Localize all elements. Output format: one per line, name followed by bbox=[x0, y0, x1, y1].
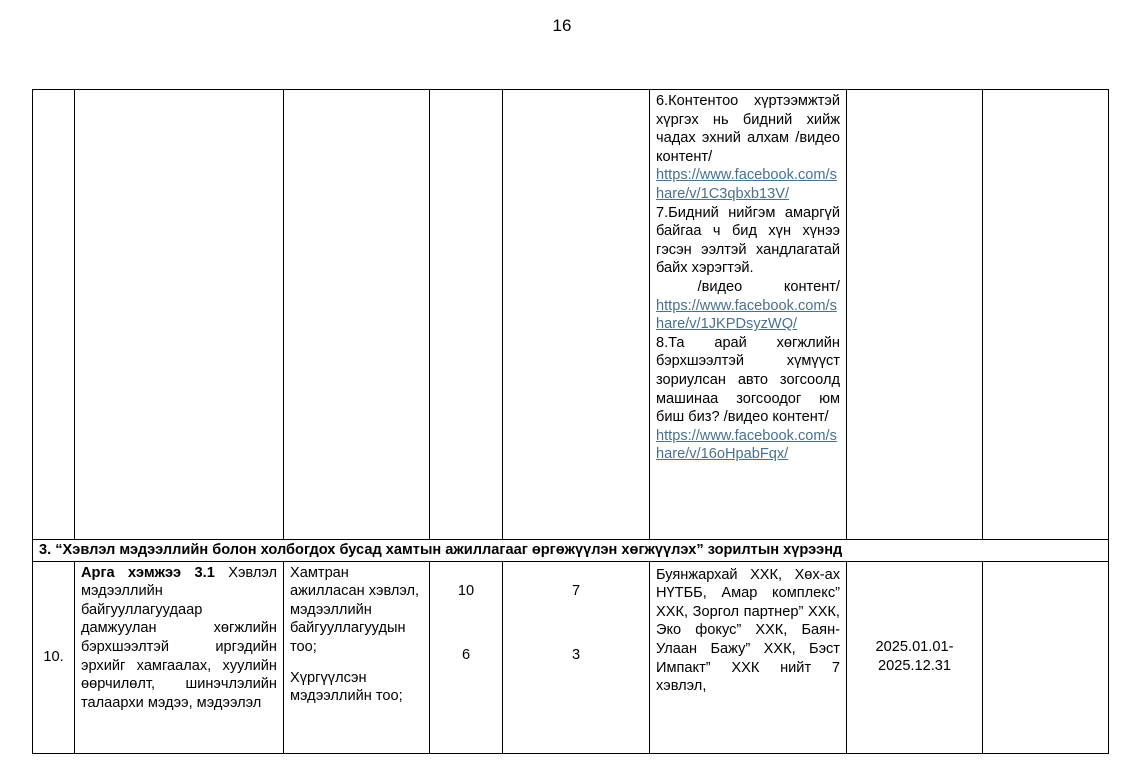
cell-empty bbox=[284, 90, 430, 540]
cell-empty bbox=[430, 90, 503, 540]
content-entry-8: 8.Та арай хөгжлийн бэрхшээлтэй хүмүүст зориулсан авто зогсоолд машинаа зогсоодог юм биш биз? /видео контент/ bbox=[656, 334, 840, 426]
section-heading-row bbox=[33, 540, 1109, 562]
section-title: 3. “Хэвлэл мэдээллийн болон холбогдох бусад хамтын ажиллагааг өргөжүүлэн хөгжүүлэх” зорилтын хүрээнд bbox=[33, 540, 1109, 562]
indicator-1: Хамтран ажилласан хэвлэл, мэдээллийн байгууллагуудын тоо; bbox=[290, 564, 420, 655]
video-link-6[interactable]: https://www.facebook.com/share/v/1C3qbxb13V/ bbox=[656, 167, 837, 202]
report-table bbox=[32, 89, 1109, 754]
cell-empty bbox=[983, 561, 1109, 753]
cell-empty bbox=[503, 90, 650, 540]
table-row-continued bbox=[33, 90, 1109, 540]
table-row-10 bbox=[33, 561, 1109, 753]
video-link-8[interactable]: https://www.facebook.com/share/v/16oHpabFqx/ bbox=[656, 427, 837, 463]
content-entry-7: 7.Бидний нийгэм амаргүй байгаа ч бид хүн хүнээ гэсэн ээлтэй хандлагатай байх хэрэгтэй. bbox=[656, 204, 840, 277]
measure-label: Арга хэмжээ 3.1 bbox=[81, 564, 215, 581]
baseline-cell bbox=[430, 561, 503, 753]
measure-text: Хэвлэл мэдээллийн байгууллагуудаар дамжуулан хөгжлийн бэрхшээлтэй иргэдийн эрхийг хамгаалах, хуулийн өөрчилөлт, шинэчлэлийн талаархи мэдээ, мэдээлэл bbox=[81, 564, 277, 711]
page-number: 16 bbox=[552, 16, 572, 35]
cell-empty bbox=[983, 90, 1109, 540]
content-entry-6: 6.Контентоо хүртээмжтэй хүргэх нь бидний хийж чадах эхний алхам /видео контент/ bbox=[656, 93, 840, 165]
video-link-7[interactable]: https://www.facebook.com/share/v/1JKPDsyzWQ/ bbox=[656, 297, 837, 333]
cell-content-list bbox=[650, 90, 847, 540]
period-cell: 2025.01.01-2025.12.31 bbox=[847, 561, 983, 753]
actual-value-2: 3 bbox=[571, 646, 581, 663]
baseline-value-1: 10 bbox=[457, 582, 475, 599]
cell-empty bbox=[33, 90, 75, 540]
baseline-value-2: 6 bbox=[461, 646, 471, 663]
row-number: 10. bbox=[33, 561, 75, 753]
cell-empty bbox=[75, 90, 284, 540]
result-cell: Буянжархай ХХК, Хөх-ах НҮТББ, Амар комплекс” ХХК, Зоргол партнер” ХХК, Эко фокус” ХХК, Баян-Улаан Бажу” ХХК, Бэст Импакт” ХХК нийт 7 хэвлэл, bbox=[650, 561, 847, 753]
indicator-2: Хүргүүлсэн мэдээллийн тоо; bbox=[290, 669, 403, 705]
content-entry-7-tag: /видео контент/ bbox=[656, 278, 840, 295]
indicator-cell bbox=[284, 561, 430, 753]
actual-value-1: 7 bbox=[571, 582, 581, 599]
measure-cell bbox=[75, 561, 284, 753]
cell-empty bbox=[847, 90, 983, 540]
actual-cell bbox=[503, 561, 650, 753]
